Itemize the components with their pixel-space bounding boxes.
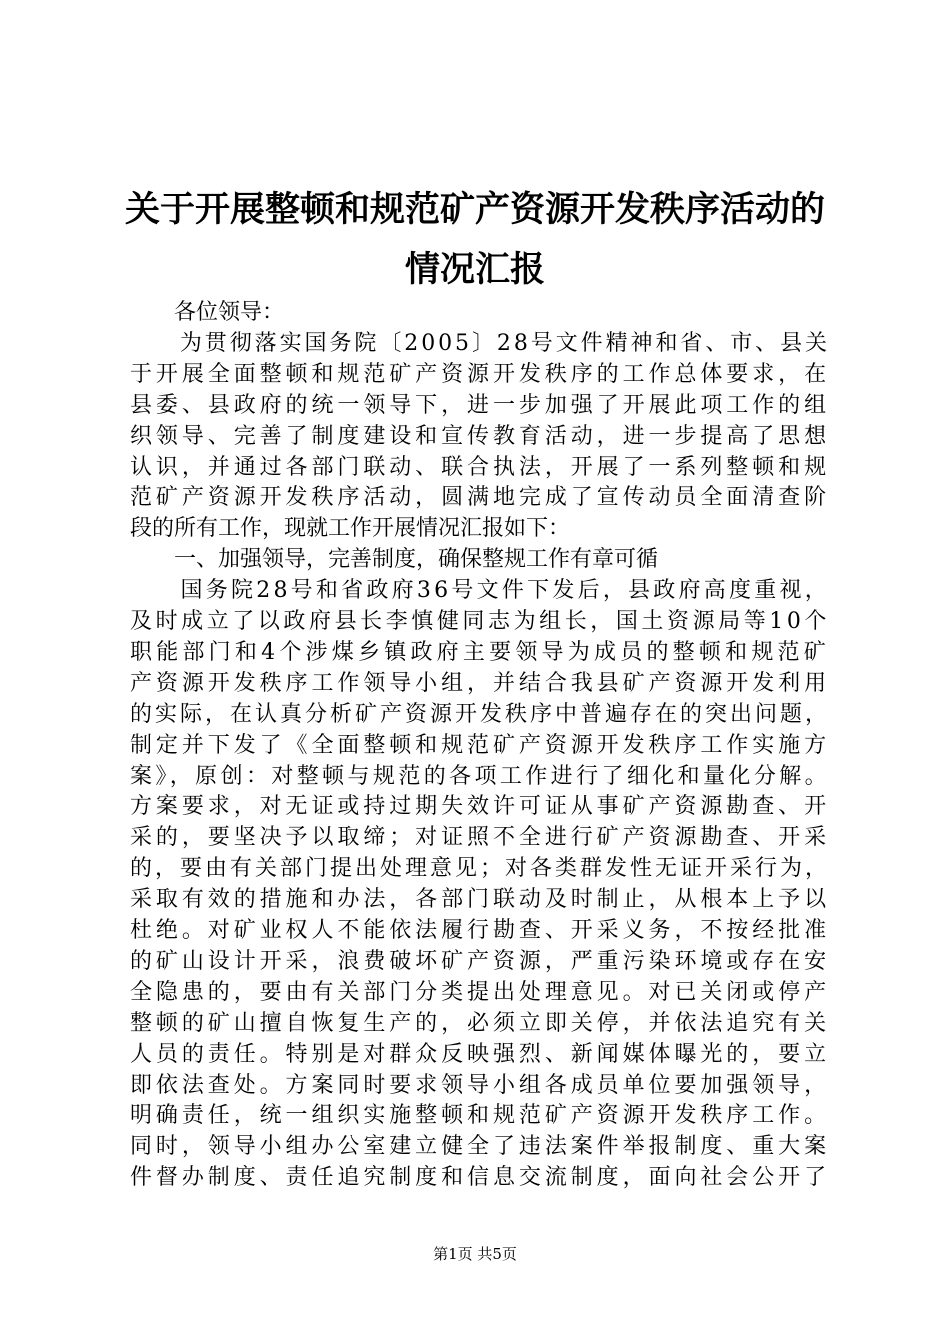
body-line: 明确责任，统一组织实施整顿和规范矿产资源开发秩序工作。: [130, 1103, 831, 1129]
body-line: 于开展全面整顿和规范矿产资源开发秩序的工作总体要求，在: [130, 361, 831, 387]
body-line: 国务院28号和省政府36号文件下发后，县政府高度重视，: [130, 578, 830, 604]
body-line: 整顿的矿山擅自恢复生产的，必须立即关停，并依法追究有关: [130, 1010, 831, 1036]
body-line: 的矿山设计开采，浪费破坏矿产资源，严重污染环境或存在安: [130, 948, 831, 974]
body-line: 全隐患的，要由有关部门分类提出处理意见。对已关闭或停产: [130, 979, 831, 1005]
body-line: 的，要由有关部门提出处理意见；对各类群发性无证开采行为，: [130, 856, 831, 882]
body-line: 案》，原创：对整顿与规范的各项工作进行了细化和量化分解。: [130, 763, 831, 789]
body-line: 产资源开发秩序工作领导小组，并结合我县矿产资源开发利用: [130, 670, 831, 696]
body-line: 范矿产资源开发秩序活动，圆满地完成了宣传动员全面清查阶: [130, 485, 831, 511]
body-line: 织领导、完善了制度建设和宣传教育活动，进一步提高了思想: [130, 423, 831, 449]
body-line: 方案要求，对无证或持过期失效许可证从事矿产资源勘查、开: [130, 794, 831, 820]
body-line: 及时成立了以政府县长李慎健同志为组长，国土资源局等10个: [130, 609, 830, 634]
body-line: 为贯彻落实国务院〔2005〕28号文件精神和省、市、县关: [130, 330, 830, 356]
body-line: 制定并下发了《全面整顿和规范矿产资源开发秩序工作实施方: [130, 732, 831, 758]
body-line: 即依法查处。方案同时要求领导小组各成员单位要加强领导，: [130, 1072, 831, 1098]
body-line: 各位领导：: [130, 300, 285, 325]
body-line: 认识，并通过各部门联动、联合执法，开展了一系列整顿和规: [130, 454, 831, 480]
body-line: 采的，要坚决予以取缔；对证照不全进行矿产资源勘查、开采: [130, 825, 831, 851]
body-line: 人员的责任。特别是对群众反映强烈、新闻媒体曝光的，要立: [130, 1041, 831, 1067]
body-line: 段的所有工作，现就工作开展情况汇报如下：: [130, 516, 571, 542]
body-line: 一、加强领导，完善制度，确保整规工作有章可循: [130, 547, 659, 573]
body-line: 采取有效的措施和办法，各部门联动及时制止，从根本上予以: [130, 887, 831, 913]
body-line: 的实际，在认真分析矿产资源开发秩序中普遍存在的突出问题，: [130, 701, 831, 727]
body-line: 县委、县政府的统一领导下，进一步加强了开展此项工作的组: [130, 392, 831, 418]
body-line: 同时，领导小组办公室建立健全了违法案件举报制度、重大案: [130, 1134, 831, 1160]
body-line: 职能部门和4个涉煤乡镇政府主要领导为成员的整顿和规范矿: [130, 639, 830, 665]
document-title-line-2: 情况汇报: [404, 249, 545, 290]
body-line: 杜绝。对矿业权人不能依法履行勘查、开采义务，不按经批准: [130, 918, 831, 943]
page-footer: 第1页 共5页: [433, 1245, 517, 1263]
document-title-line-1: 关于开展整顿和规范矿产资源开发秩序活动的: [124, 189, 825, 230]
body-line: 件督办制度、责任追究制度和信息交流制度，面向社会公开了: [130, 1165, 831, 1191]
